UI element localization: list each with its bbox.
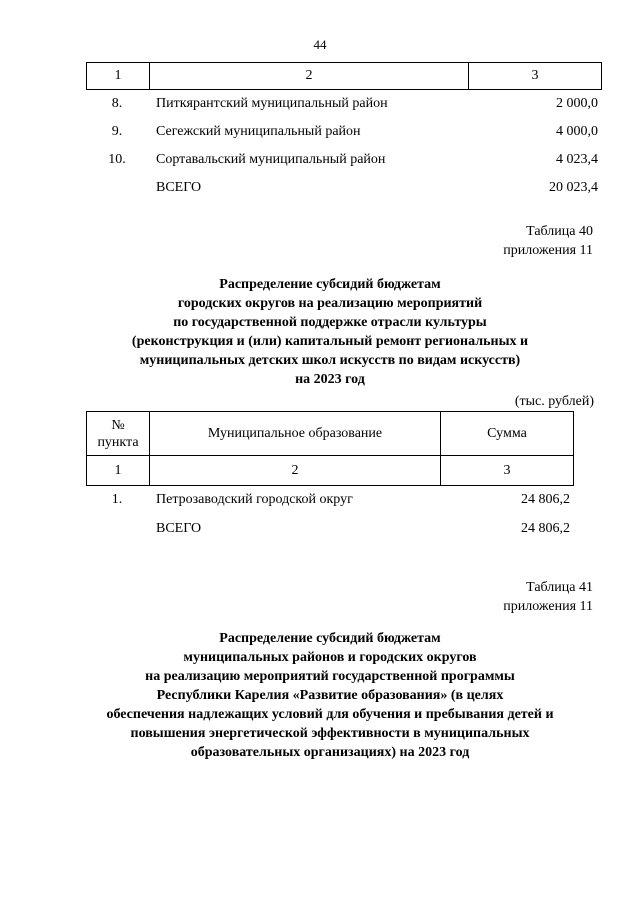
total-sum: 24 806,2 [521,521,570,536]
col-number-header-line1: № [111,417,125,433]
col-name-header: Муниципальное образование [150,412,441,456]
title-line: Республики Карелия «Развитие образования» (в целях [156,688,504,703]
row-name: Сортавальский муниципальный район [156,152,386,167]
index-col1: 1 [87,456,150,486]
row-sum: 24 806,2 [521,492,570,507]
row-sum: 4 000,0 [556,124,598,139]
row-number: 10. [108,152,126,167]
table1-header-col3: 3 [469,63,602,90]
title-line: повышения энергетической эффективности в муниципальных [130,726,530,741]
row-number: 9. [111,124,123,139]
row-sum: 2 000,0 [556,96,598,111]
col-number-header-line2: пункта [97,434,139,450]
table40-total-row [86,521,574,541]
total-label: ВСЕГО [156,521,202,536]
row-name: Петрозаводский городской округ [156,492,353,507]
col-number-header [87,412,150,456]
table41-ref-line2: приложения 11 [503,599,593,614]
units-label: (тыс. рублей) [514,394,594,409]
title-line: муниципальных детских школ искусств по видам искусств) [139,353,521,368]
row-number: 1. [111,492,123,507]
col-sum-header: Сумма [441,412,574,456]
total-label: ВСЕГО [156,180,202,195]
table-row [86,96,602,116]
title-line: городских округов на реализацию мероприятий [177,296,483,311]
table40-ref-line2: приложения 11 [503,243,593,258]
row-sum: 4 023,4 [556,152,598,167]
title-line: по государственной поддержке отрасли культуры [173,315,487,330]
row-name: Сегежский муниципальный район [156,124,361,139]
table-row [86,492,574,512]
table40-ref-line1: Таблица 40 [526,224,593,239]
title-line: Распределение субсидий бюджетам [219,631,441,646]
table40-title [60,275,600,389]
total-sum: 20 023,4 [549,180,598,195]
index-col2: 2 [150,456,441,486]
table41-title [60,629,600,762]
title-line: на реализацию мероприятий государственной программы [145,669,515,684]
table40-reference [503,222,593,260]
title-line: обеспечения надлежащих условий для обучения и пребывания детей и [106,707,554,722]
table1-total-row [86,180,602,200]
page-number: 44 [313,37,327,52]
table1-header-col1: 1 [87,63,150,90]
title-line: Распределение субсидий бюджетам [219,277,441,292]
table1-header-col2: 2 [150,63,469,90]
row-name: Питкярантский муниципальный район [156,96,388,111]
title-line: (реконструкция и (или) капитальный ремонт региональных и [131,334,529,349]
table1-header [86,62,602,90]
title-line: образовательных организациях) на 2023 год [190,745,470,760]
index-col3: 3 [441,456,574,486]
title-line: муниципальных районов и городских округов [183,650,477,665]
table-row [86,124,602,144]
title-line: на 2023 год [295,372,365,387]
table41-reference [503,578,593,616]
table41-ref-line1: Таблица 41 [526,580,593,595]
row-number: 8. [111,96,123,111]
table-row [86,152,602,172]
table40-header [86,411,574,485]
